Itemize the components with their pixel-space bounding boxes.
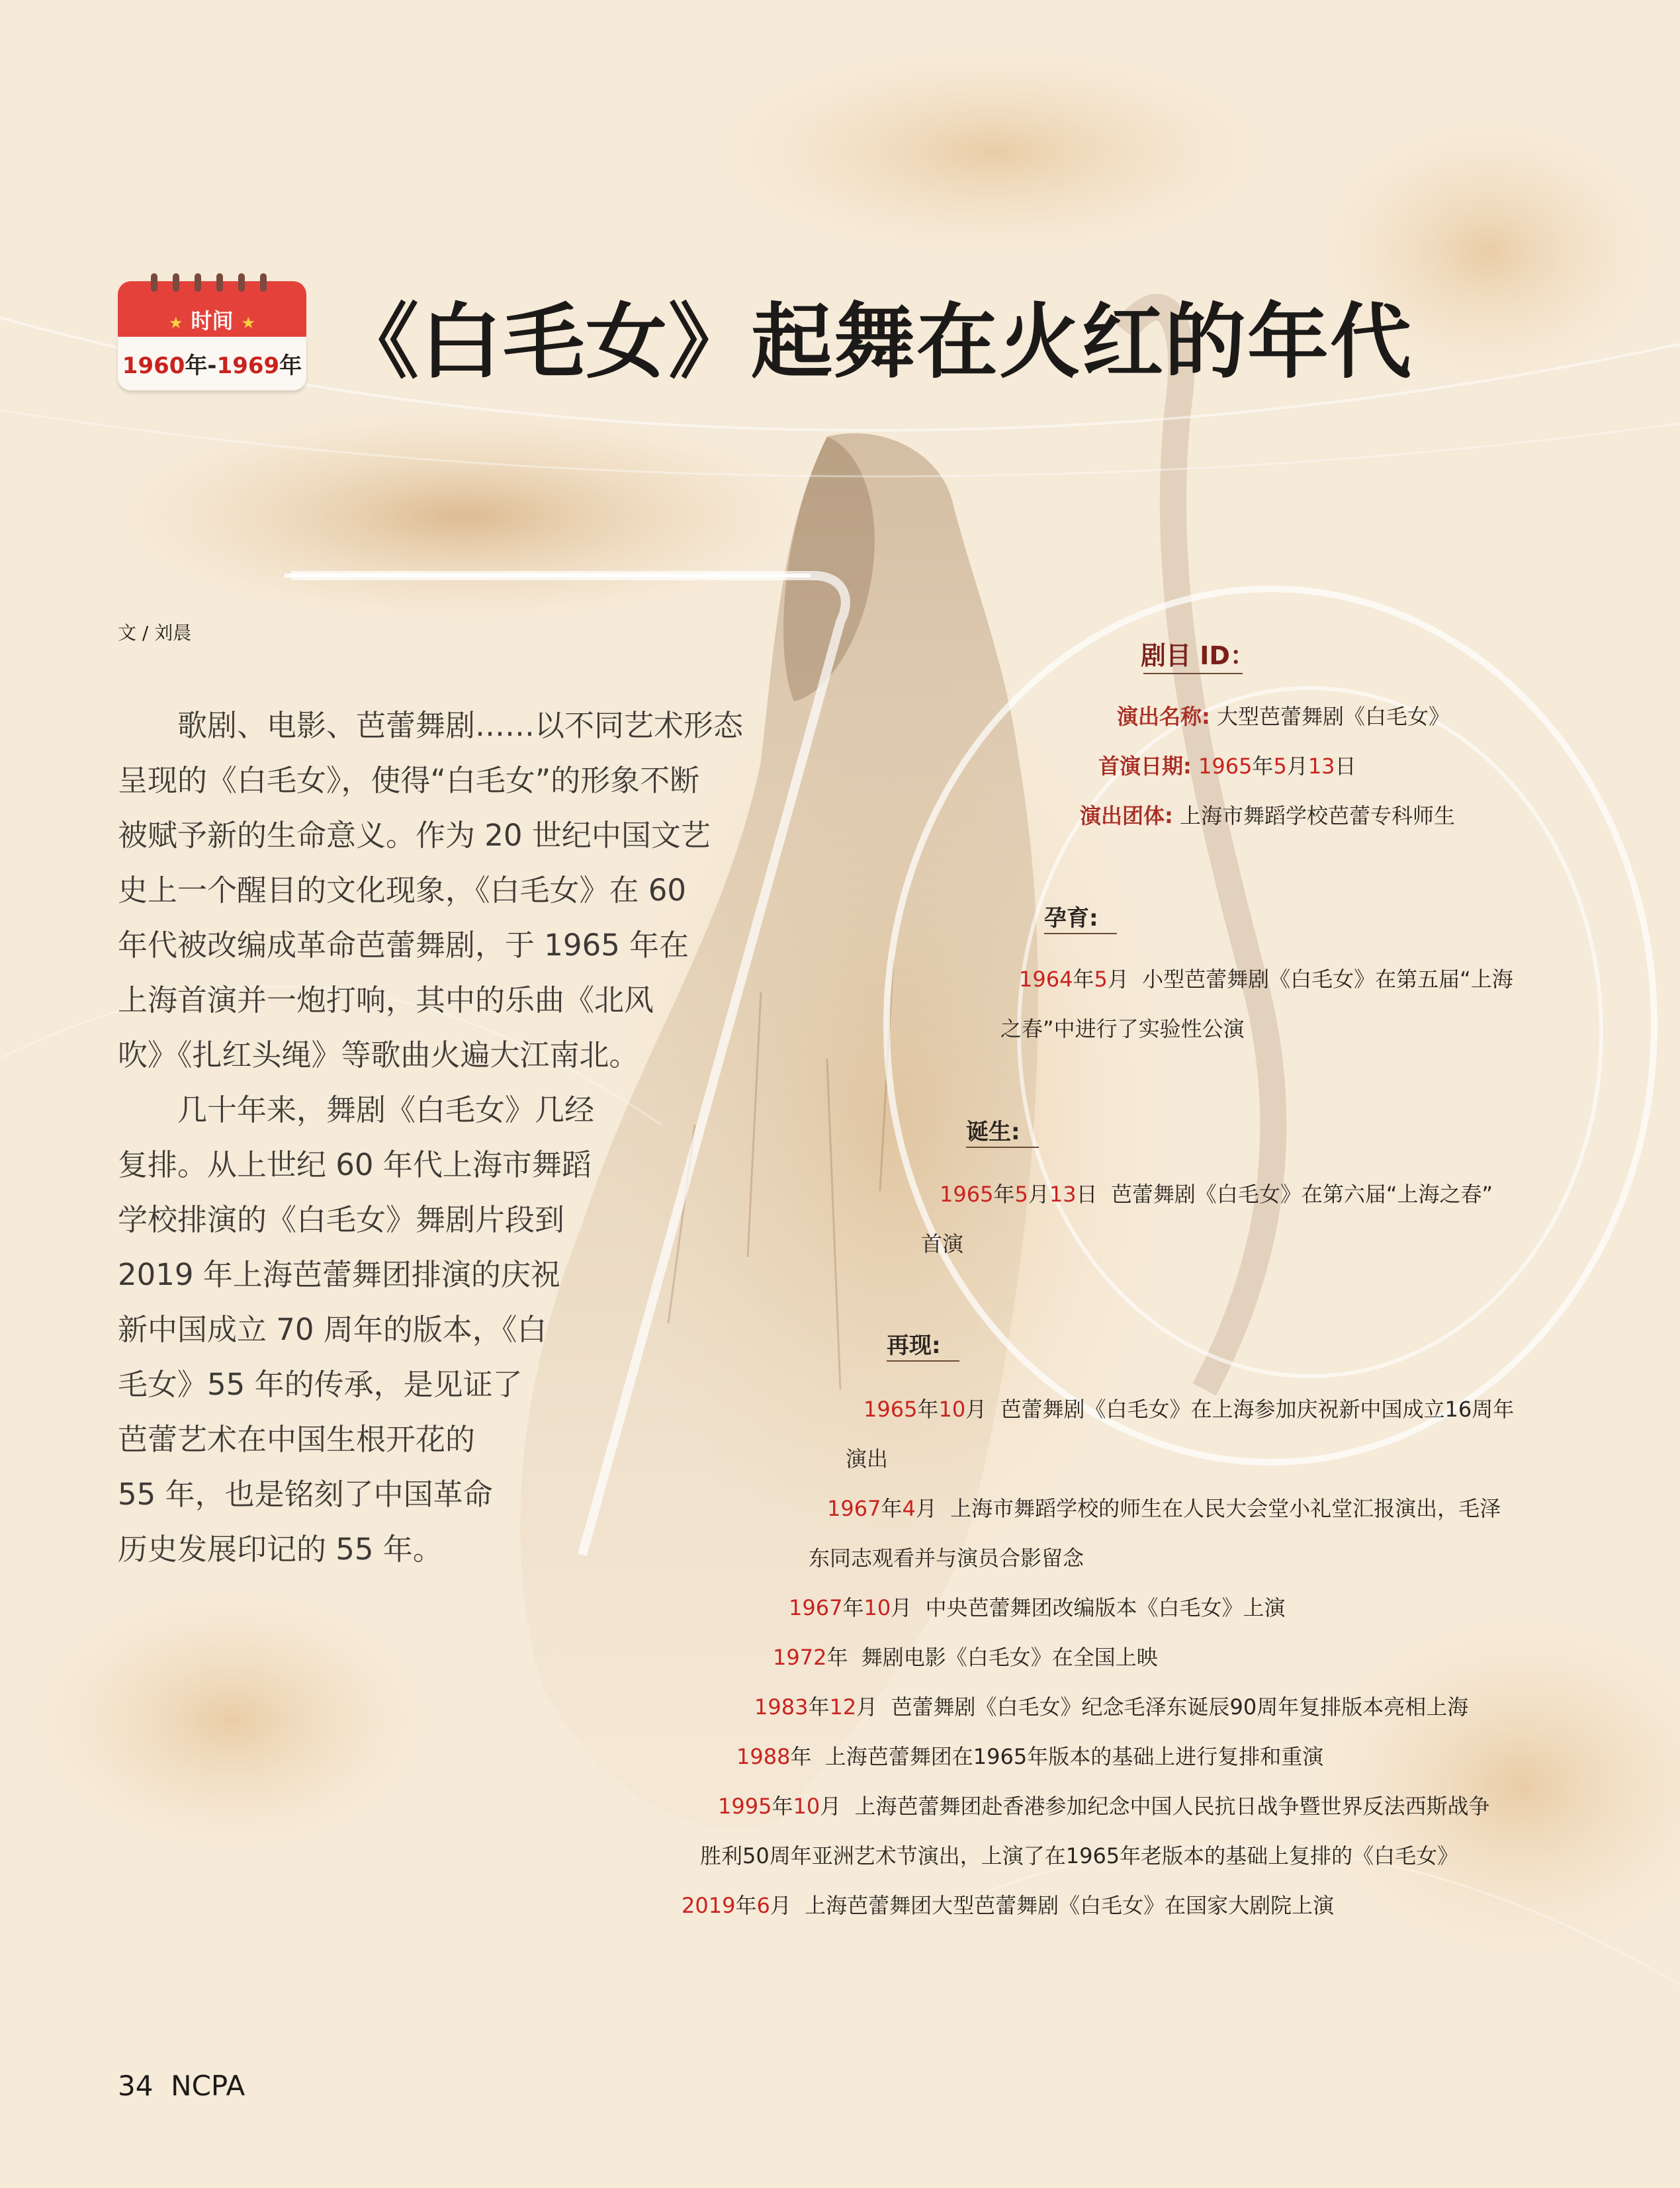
revival-event: 1988年 上海芭蕾舞团在1965年版本的基础上进行复排和重演	[736, 1744, 1324, 1769]
body-line: 史上一个醒目的文化现象，《白毛女》在 60	[118, 873, 687, 908]
body-line: 学校排演的《白毛女》舞剧片段到	[118, 1202, 565, 1237]
body-line: 呈现的《白毛女》，使得“白毛女”的形象不断	[118, 763, 700, 798]
body-line: 几十年来，舞剧《白毛女》几经	[118, 1092, 595, 1127]
binder-ring-icon	[173, 273, 179, 292]
revival-event: 1967年10月 中央芭蕾舞团改编版本《白毛女》上演	[789, 1595, 1286, 1620]
body-line: 复排。从上世纪 60 年代上海市舞蹈	[118, 1147, 592, 1182]
divider	[1143, 673, 1243, 674]
body-line: 吹》《扎红头绳》等歌曲火遍大江南北。	[118, 1037, 639, 1072]
birth-line-cont: 首演	[921, 1231, 964, 1256]
gestation-line-cont: 之春”中进行了实验性公演	[1000, 1016, 1245, 1041]
page-number: 34	[118, 2070, 154, 2102]
page-footer	[118, 2070, 245, 2102]
author-byline: 文 / 刘晨	[118, 622, 192, 644]
revival-event: 1995年10月 上海芭蕾舞团赴香港参加纪念中国人民抗日战争暨世界反法西斯战争	[718, 1794, 1490, 1819]
revival-event: 1967年4月 上海市舞蹈学校的师生在人民大会堂小礼堂汇报演出，毛泽	[827, 1496, 1501, 1521]
body-line: 歌剧、电影、芭蕾舞剧……以不同艺术形态	[118, 708, 744, 743]
body-line: 新中国成立 70 周年的版本，《白	[118, 1312, 547, 1347]
profile-heading: 剧目 ID：	[1141, 641, 1255, 670]
body-line: 年代被改编成革命芭蕾舞剧，于 1965 年在	[118, 928, 689, 963]
birth-line: 1965年5月13日 芭蕾舞剧《白毛女》在第六届“上海之春”	[940, 1182, 1493, 1207]
section-birth-heading: 诞生:	[966, 1114, 1020, 1146]
body-line: 毛女》55 年的传承，是见证了	[118, 1367, 523, 1402]
revival-event: 2019年6月 上海芭蕾舞团大型芭蕾舞剧《白毛女》在国家大剧院上演	[682, 1893, 1335, 1918]
page-title: 《白毛女》起舞在火红的年代	[337, 295, 1413, 390]
binder-ring-icon	[151, 273, 157, 292]
profile-troupe: 演出团体: 上海市舞蹈学校芭蕾专科师生	[1080, 803, 1455, 828]
body-line: 上海首演并一炮打响，其中的乐曲《北风	[118, 983, 654, 1018]
badge-label: ★ 时间 ★	[168, 308, 256, 333]
gestation-line: 1964年5月 小型芭蕾舞剧《白毛女》在第五届“上海	[1019, 967, 1513, 992]
body-line: 2019 年上海芭蕾舞团排演的庆祝	[118, 1257, 560, 1292]
revival-event-cont: 演出	[846, 1446, 889, 1471]
section-revival-heading: 再现:	[887, 1327, 941, 1360]
revival-event: 1983年12月 芭蕾舞剧《白毛女》纪念毛泽东诞辰90周年复排版本亮相上海	[754, 1694, 1469, 1720]
revival-event-cont: 东同志观看并与演员合影留念	[809, 1546, 1084, 1571]
binder-ring-icon	[195, 273, 201, 292]
brand-name: NCPA	[171, 2070, 245, 2102]
revival-event: 1965年10月 芭蕾舞剧《白毛女》在上海参加庆祝新中国成立16周年	[863, 1397, 1515, 1422]
profile-premiere: 首演日期: 1965年5月13日	[1098, 754, 1356, 779]
star-icon: ★	[168, 314, 183, 332]
body-line: 被赋予新的生命意义。作为 20 世纪中国文艺	[118, 818, 711, 853]
binder-ring-icon	[216, 273, 223, 292]
section-gestation-heading: 孕育:	[1044, 900, 1098, 932]
binder-ring-icon	[260, 273, 267, 292]
binder-ring-icon	[238, 273, 245, 292]
revival-event: 1972年 舞剧电影《白毛女》在全国上映	[773, 1645, 1158, 1670]
badge-years: 1960年-1969年	[122, 353, 302, 379]
revival-event-cont: 胜利50周年亚洲艺术节演出，上演了在1965年老版本的基础上复排的《白毛女》	[700, 1843, 1459, 1868]
body-line: 历史发展印记的 55 年。	[118, 1532, 443, 1567]
profile-name: 演出名称: 大型芭蕾舞剧《白毛女》	[1117, 704, 1450, 729]
body-line: 55 年，也是铭刻了中国革命	[118, 1477, 493, 1512]
star-icon: ★	[241, 314, 256, 332]
body-line: 芭蕾艺术在中国生根开花的	[118, 1422, 476, 1457]
date-badge	[118, 281, 306, 390]
